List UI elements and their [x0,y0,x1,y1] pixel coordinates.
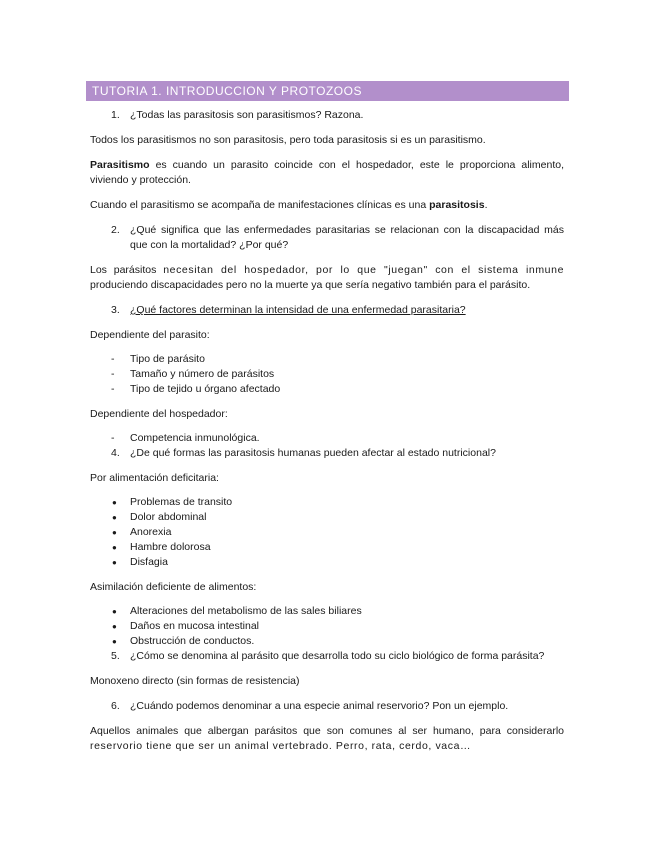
list-item: ● Obstrucción de conductos. [112,635,255,647]
question-4: 4. ¿De qué formas las parasitosis humanas pueden afectar al estado nutricional? [111,447,496,459]
list-item: ● Hambre dolorosa [112,541,211,553]
answer-1: Todos los parasitismos no son parasitosis, pero toda parasitosis si es un parasitismo. [90,134,486,146]
deficient-diet-label: Por alimentación deficitaria: [90,472,219,484]
answer-1-definition: Parasitismo es cuando un parasito coincide con el hospedador, este le proporciona alimento, viviendo y protección. [90,159,564,186]
section-title-banner: TUTORIA 1. INTRODUCCION Y PROTOZOOS [86,81,569,101]
list-item: - Tipo de parásito [111,353,205,365]
question-3: 3. ¿Qué factores determinan la intensidad de una enfermedad parasitaria? [111,304,466,316]
answer-6: Aquellos animales que albergan parásitos que son comunes al ser humano, para considerarlo reservorio tiene que ser un animal vertebrado. Perro, rata, cerdo, vaca… [90,725,564,752]
list-item: ● Daños en mucosa intestinal [112,620,259,632]
parasite-dependent-label: Dependiente del parasito: [90,329,210,341]
answer-5: Monoxeno directo (sin formas de resistencia) [90,675,300,687]
list-item: - Tipo de tejido u órgano afectado [111,383,281,395]
question-2: 2. ¿Qué significa que las enfermedades parasitarias se relacionan con la discapacidad más que con la mortalidad? ¿Por qué? [111,224,564,251]
list-item: - Tamaño y número de parásitos [111,368,275,380]
answer-1-parasitosis: Cuando el parasitismo se acompaña de manifestaciones clínicas es una parasitosis. [90,199,488,211]
list-item: ● Dolor abdominal [112,511,207,523]
document-body [90,108,564,754]
list-item: ● Alteraciones del metabolismo de las sales biliares [112,605,362,617]
answer-2: Los parásitos necesitan del hospedador, por lo que "juegan" con el sistema inmune produciendo discapacidades pero no la muerte ya que sería negativo también para el parásito. [90,264,565,291]
host-dependent-label: Dependiente del hospedador: [90,408,228,420]
assimilation-label: Asimilación deficiente de alimentos: [90,581,257,593]
question-5: 5. ¿Cómo se denomina al parásito que desarrolla todo su ciclo biológico de forma parásita? [111,650,545,662]
question-1: 1. ¿Todas las parasitosis son parasitismos? Razona. [111,109,364,121]
question-6: 6. ¿Cuándo podemos denominar a una especie animal reservorio? Pon un ejemplo. [111,700,509,712]
list-item: ● Disfagia [112,556,168,568]
list-item: ● Anorexia [112,526,172,538]
list-item: ● Problemas de transito [112,496,233,508]
list-item: - Competencia inmunológica. [111,432,260,444]
